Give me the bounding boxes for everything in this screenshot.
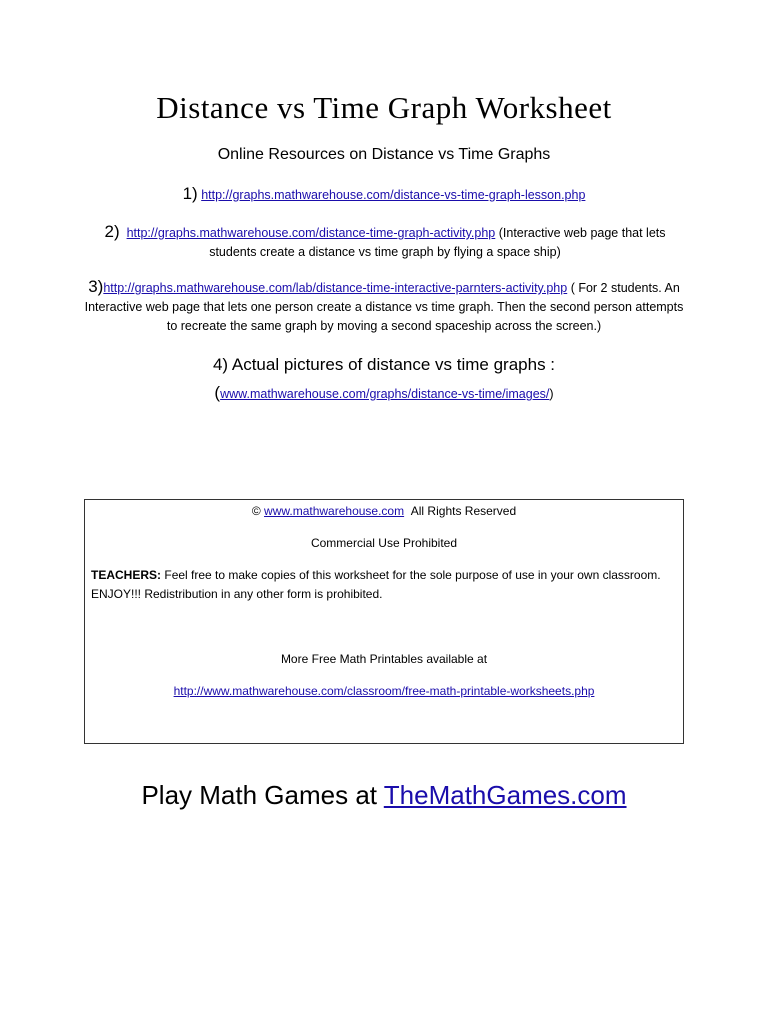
resources-subtitle: Online Resources on Distance vs Time Graphs	[217, 146, 551, 163]
teachers-label: TEACHERS:	[91, 568, 162, 582]
resource-item-4-link-line	[0, 383, 768, 404]
resource-number: 3)	[88, 277, 104, 296]
page-title: Distance vs Time Graph Worksheet	[156, 90, 612, 125]
resource-link-1[interactable]: http://graphs.mathwarehouse.com/distance-vs-time-graph-lesson.php	[201, 188, 586, 202]
printables-line	[85, 682, 683, 701]
teachers-text: Feel free to make copies of this worksheet for the sole purpose of use in your own classroom. ENJOY!!! Redistribution in any other form is prohibited.	[91, 568, 661, 601]
resource-item-1	[0, 184, 768, 205]
resource-description: ( For 2 students. An Interactive web page that lets one person create a distance vs time graph. Then the second person attempts to recreate the same graph by moving a second spaceship across the screen.)	[84, 281, 684, 333]
resource-link-4[interactable]: www.mathwarehouse.com/graphs/distance-vs-time/images/	[220, 387, 550, 401]
resource-number: 1)	[182, 184, 198, 203]
resource-link-2[interactable]: http://graphs.mathwarehouse.com/distance-time-graph-activity.php	[126, 226, 496, 240]
resource-item-2	[90, 222, 680, 262]
printables-link[interactable]: http://www.mathwarehouse.com/classroom/free-math-printable-worksheets.php	[173, 684, 595, 698]
close-paren: )	[549, 387, 554, 401]
copyright-link[interactable]: www.mathwarehouse.com	[264, 504, 405, 518]
commercial-notice: Commercial Use Prohibited	[310, 536, 458, 550]
resource-item-3	[80, 277, 688, 336]
footer-text: Play Math Games at	[141, 780, 378, 810]
resource-number: 2)	[104, 222, 120, 241]
open-paren: (	[214, 383, 221, 402]
teachers-notice	[91, 566, 675, 604]
footer-promo	[0, 780, 768, 811]
mathgames-link[interactable]: TheMathGames.com	[383, 780, 627, 810]
resource-link-3[interactable]: http://graphs.mathwarehouse.com/lab/distance-time-interactive-parnters-activity.php	[103, 281, 568, 295]
more-printables-text: More Free Math Printables available at	[280, 652, 488, 666]
copyright-icon: ©	[251, 504, 261, 518]
copyright-line	[85, 502, 683, 521]
resource-description: (Interactive web page that lets students create a distance vs time graph by flying a space ship)	[209, 226, 666, 259]
copyright-box	[84, 499, 684, 744]
resource-item-4-label: 4) Actual pictures of distance vs time graphs :	[212, 355, 556, 374]
rights-text: All Rights Reserved	[410, 504, 517, 518]
